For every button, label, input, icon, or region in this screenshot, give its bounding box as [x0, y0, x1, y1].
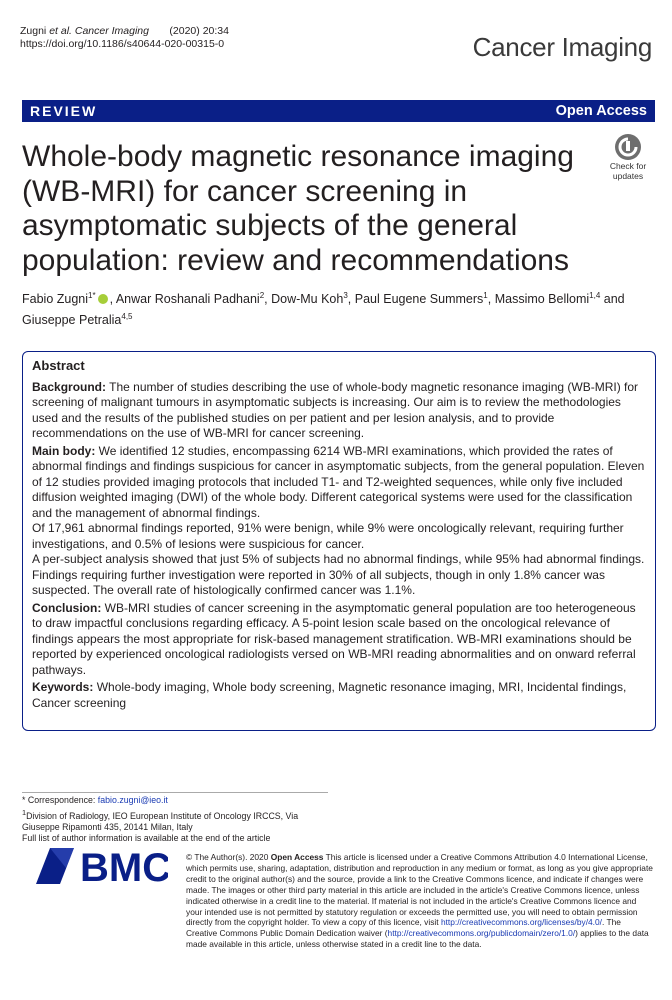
- affiliation-text: Division of Radiology, IEO European Institute of Oncology IRCCS, Via: [26, 810, 299, 821]
- article-type-label: REVIEW: [30, 103, 98, 119]
- check-for-updates-button[interactable]: [603, 132, 653, 187]
- author-affiliation-sup: 3: [343, 291, 348, 300]
- author-affiliation-sup: 2: [259, 291, 265, 300]
- author-affiliation-sup: 1: [483, 291, 488, 300]
- author-name[interactable]: Dow-Mu Koh: [271, 292, 344, 307]
- running-header: [20, 25, 229, 51]
- citation-journal: et al. Cancer Imaging: [49, 25, 149, 37]
- authors-conjunction: and: [603, 292, 625, 307]
- affiliation-sup: 1: [22, 807, 27, 817]
- background-text: The number of studies describing the use of whole-body magnetic resonance imaging (WB-MRI) for screening of malignant tumours in asymptomatic subjects is increasing. Our aim is to review the methodologies used and the results of the published studies on per patient and per lesion analysis, and to provide recommendations on the use of WB-MRI for cancer screening.: [32, 379, 639, 440]
- affiliation-line-2: Giuseppe Ripamonti 435, 20141 Milan, Italy: [22, 821, 193, 832]
- author-name[interactable]: Paul Eugene Summers: [354, 292, 484, 307]
- orcid-icon[interactable]: [98, 294, 108, 304]
- cc-by-license-link[interactable]: http://creativecommons.org/licenses/by/4.0/: [440, 917, 602, 928]
- author-list: Fabio Zugni$^{1*}$ , Anwar Roshanali Padhani$^2$, Dow-Mu Koh$^3$, Paul Eugene Summers$^1$, Massimo Bellomi$^{1,4}$ and Giuseppe Petralia$^{4,5}$: [22, 291, 625, 328]
- full-author-info-note: Full list of author information is available at the end of the article: [22, 833, 271, 844]
- author-name[interactable]: Fabio Zugni: [22, 292, 89, 307]
- check-for-updates-label: Check for updates: [609, 161, 647, 181]
- article-type-banner: [22, 100, 655, 122]
- author-name[interactable]: Anwar Roshanali Padhani: [115, 292, 260, 307]
- abstract-main-body: [32, 444, 646, 522]
- author-name[interactable]: Massimo Bellomi: [494, 292, 590, 307]
- correspondence-line: [22, 795, 342, 807]
- license-text: © The Author(s). 2020 Open Access This article is licensed under a Creative Commons Attribution 4.0 International License, which permits use, sharing, adaptation, distribution and reproduction in any medium or format, as long as you give appropriate credit to the original author(s) and the source, provide a link to the Creative Commons licence, and indicate if changes were made. The images or other third party material in this article are included in the article's Creative Commons licence, unless indicated otherwise in a credit line to the material. If material is not included in the article's Creative Commons licence and your intended use is not permitted by statutory regulation or exceeds the permitted use, you will need to obtain permission directly from the copyright holder. To view a copy of this licence, visit http://creativecommons.org/licenses/by/4.0/. The Creative Commons Public Domain Dedication waiver (http://creativecommons.org/publicdomain/zero/1.0/) applies to the data made available in this article, unless otherwise stated in a credit line to the data.: [186, 852, 653, 950]
- footnote-divider: [22, 792, 328, 793]
- bmc-logo-graphic: [36, 848, 168, 884]
- author-affiliation-sup: 1*: [88, 291, 96, 300]
- citation-year: (2020) 20:34: [169, 25, 229, 37]
- abstract-heading: Abstract: [32, 358, 85, 373]
- open-access-bold: Open Access: [270, 852, 324, 862]
- abstract-box: [22, 351, 656, 731]
- main-body-text: We identified 12 studies, encompassing 6214 WB-MRI examinations, which provided the rates of abnormal findings and findings suspicious for cancer in asymptomatic subjects, from the general population. Eleven of 12 studies provided imaging protocols that included T1- and T2-weighted sequences, while only five included diffusion weighted imaging (DWI) of the whole body. Different categorical systems were used for the classification and the management of abnormal findings.: [32, 443, 645, 520]
- bmc-logo[interactable]: [36, 848, 168, 884]
- affiliation-line: [22, 807, 342, 822]
- main-body-label: Main body:: [32, 443, 96, 458]
- keywords-label: Keywords:: [32, 680, 94, 694]
- conclusion-label: Conclusion:: [32, 600, 102, 615]
- open-access-label: Open Access: [555, 103, 647, 119]
- abstract-keywords: [32, 680, 646, 711]
- doi-link[interactable]: https://doi.org/10.1186/s40644-020-00315-0: [20, 38, 225, 50]
- citation-line: [20, 25, 229, 38]
- background-label: Background:: [32, 379, 107, 394]
- abstract-main-body-3: A per-subject analysis showed that just 5% of subjects had no abnormal findings, while 95% had abnormal findings. Findings requiring further investigation were reported in 30% of all subjects, though in only 1.8% cancer was suspected. The overall rate of histologically confirmed cancer was 1.1%.: [32, 552, 645, 597]
- abstract-conclusion: [32, 601, 646, 679]
- correspondence-block: [22, 795, 342, 845]
- bmc-logo-text: BMC: [80, 848, 168, 884]
- correspondence-email-link[interactable]: fabio.zugni@ieo.it: [97, 795, 168, 805]
- article-title: Whole-body magnetic resonance imaging (WB-MRI) for cancer screening in asymptomatic subjects of the general population: review and recommendations: [22, 140, 574, 277]
- cc-zero-license-link[interactable]: http://creativecommons.org/publicdomain/zero/1.0/: [387, 928, 576, 939]
- abstract-background: [32, 380, 646, 442]
- author-affiliation-sup: 4,5: [121, 312, 133, 322]
- conclusion-text: WB-MRI studies of cancer screening in the asymptomatic general population are too heterogeneous to draw impactful conclusions regarding efficacy. A 5-point lesion scale based on the oncological relevance of findings appears the most appropriate for risk-based management stratification. WB-MRI examinations should be reported by experienced oncological radiologists versed on WB-MRI reading abnormalities and on onward referral pathways.: [32, 600, 636, 677]
- abstract-main-body-2: Of 17,961 abnormal findings reported, 91% were benign, while 9% were oncologically relevant, requiring further investigations, and 0.5% of lesions were suspicious for cancer.: [32, 521, 624, 551]
- keywords-text: Whole-body imaging, Whole body screening, Magnetic resonance imaging, MRI, Incidental findings, Cancer screening: [32, 680, 627, 710]
- author-affiliation-sup: 1,4: [589, 291, 601, 300]
- citation-author: Zugni: [20, 25, 50, 37]
- check-for-updates-icon: [615, 134, 641, 160]
- author-name[interactable]: Giuseppe Petralia: [22, 313, 122, 328]
- correspondence-prefix: * Correspondence:: [22, 795, 98, 805]
- journal-name: Cancer Imaging: [472, 32, 652, 62]
